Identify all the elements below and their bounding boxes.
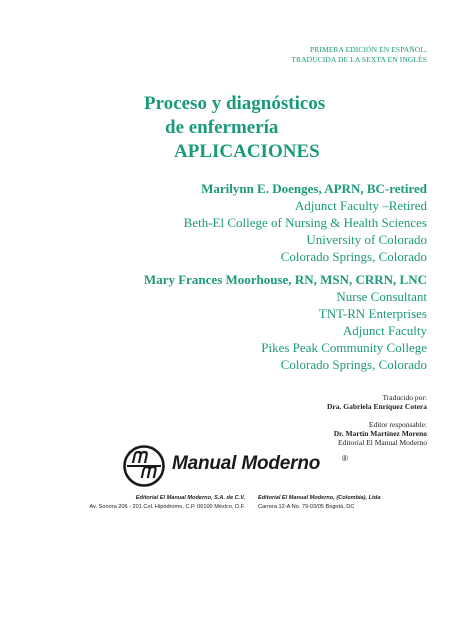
author-affiliation: Nurse Consultant <box>336 289 427 304</box>
book-title <box>138 92 398 164</box>
edition-line-1: PRIMERA EDICIÓN EN ESPAÑOL, <box>309 45 427 54</box>
title-line-1: Proceso y diagnósticos <box>144 93 326 114</box>
edition-line-2: TRADUCIDA DE LA SEXTA EN INGLÉS <box>291 55 427 64</box>
author-affiliation: Beth-El College of Nursing & Health Sciences <box>183 215 427 230</box>
author-affiliation: TNT-RN Enterprises <box>318 306 427 321</box>
author-affiliation: Colorado Springs, Colorado <box>280 249 427 264</box>
publisher-mexico <box>73 494 245 512</box>
editor-label: Editor responsable: <box>368 420 427 429</box>
logo-wordmark: Manual Moderno <box>172 453 321 474</box>
author-name: Marilynn E. Doenges, APRN, BC-retired <box>201 181 427 196</box>
publisher-name: Editorial El Manual Moderno, S.A. de C.V. <box>135 495 245 501</box>
manual-moderno-logo-icon <box>122 444 166 488</box>
editor-credit <box>207 420 427 447</box>
translator-name: Dra. Gabriela Enríquez Cotera <box>327 402 427 411</box>
publisher-logo <box>122 444 362 490</box>
editor-org: Editorial El Manual Moderno <box>338 438 427 447</box>
author-affiliation: Colorado Springs, Colorado <box>280 357 427 372</box>
translator-credit <box>207 393 427 411</box>
editor-name: Dr. Martín Martínez Moreno <box>333 429 427 438</box>
registered-mark: ® <box>342 454 348 463</box>
publisher-address: Carrera 12-A No. 79-03/05 Bogotá, DC <box>258 504 355 510</box>
publisher-colombia <box>258 494 458 512</box>
edition-note <box>127 45 427 65</box>
author-affiliation: Adjunct Faculty –Retired <box>294 198 427 213</box>
author-affiliation: Adjunct Faculty <box>342 323 427 338</box>
author-block-1 <box>97 180 427 265</box>
author-affiliation: University of Colorado <box>306 232 427 247</box>
translated-by-label: Traducido por: <box>382 393 427 402</box>
author-block-2 <box>97 271 427 373</box>
author-name: Mary Frances Moorhouse, RN, MSN, CRRN, LNC <box>143 272 427 287</box>
publisher-name: Editorial El Manual Moderno, (Colombia), Ltda <box>258 495 381 501</box>
publisher-address: Av. Sonora 206 - 201 Col. Hipódromo, C.P. 06100 México, D.F. <box>89 504 245 510</box>
author-affiliation: Pikes Peak Community College <box>261 340 427 355</box>
title-line-2: de enfermería <box>165 117 279 138</box>
title-line-3: APLICACIONES <box>174 141 320 162</box>
